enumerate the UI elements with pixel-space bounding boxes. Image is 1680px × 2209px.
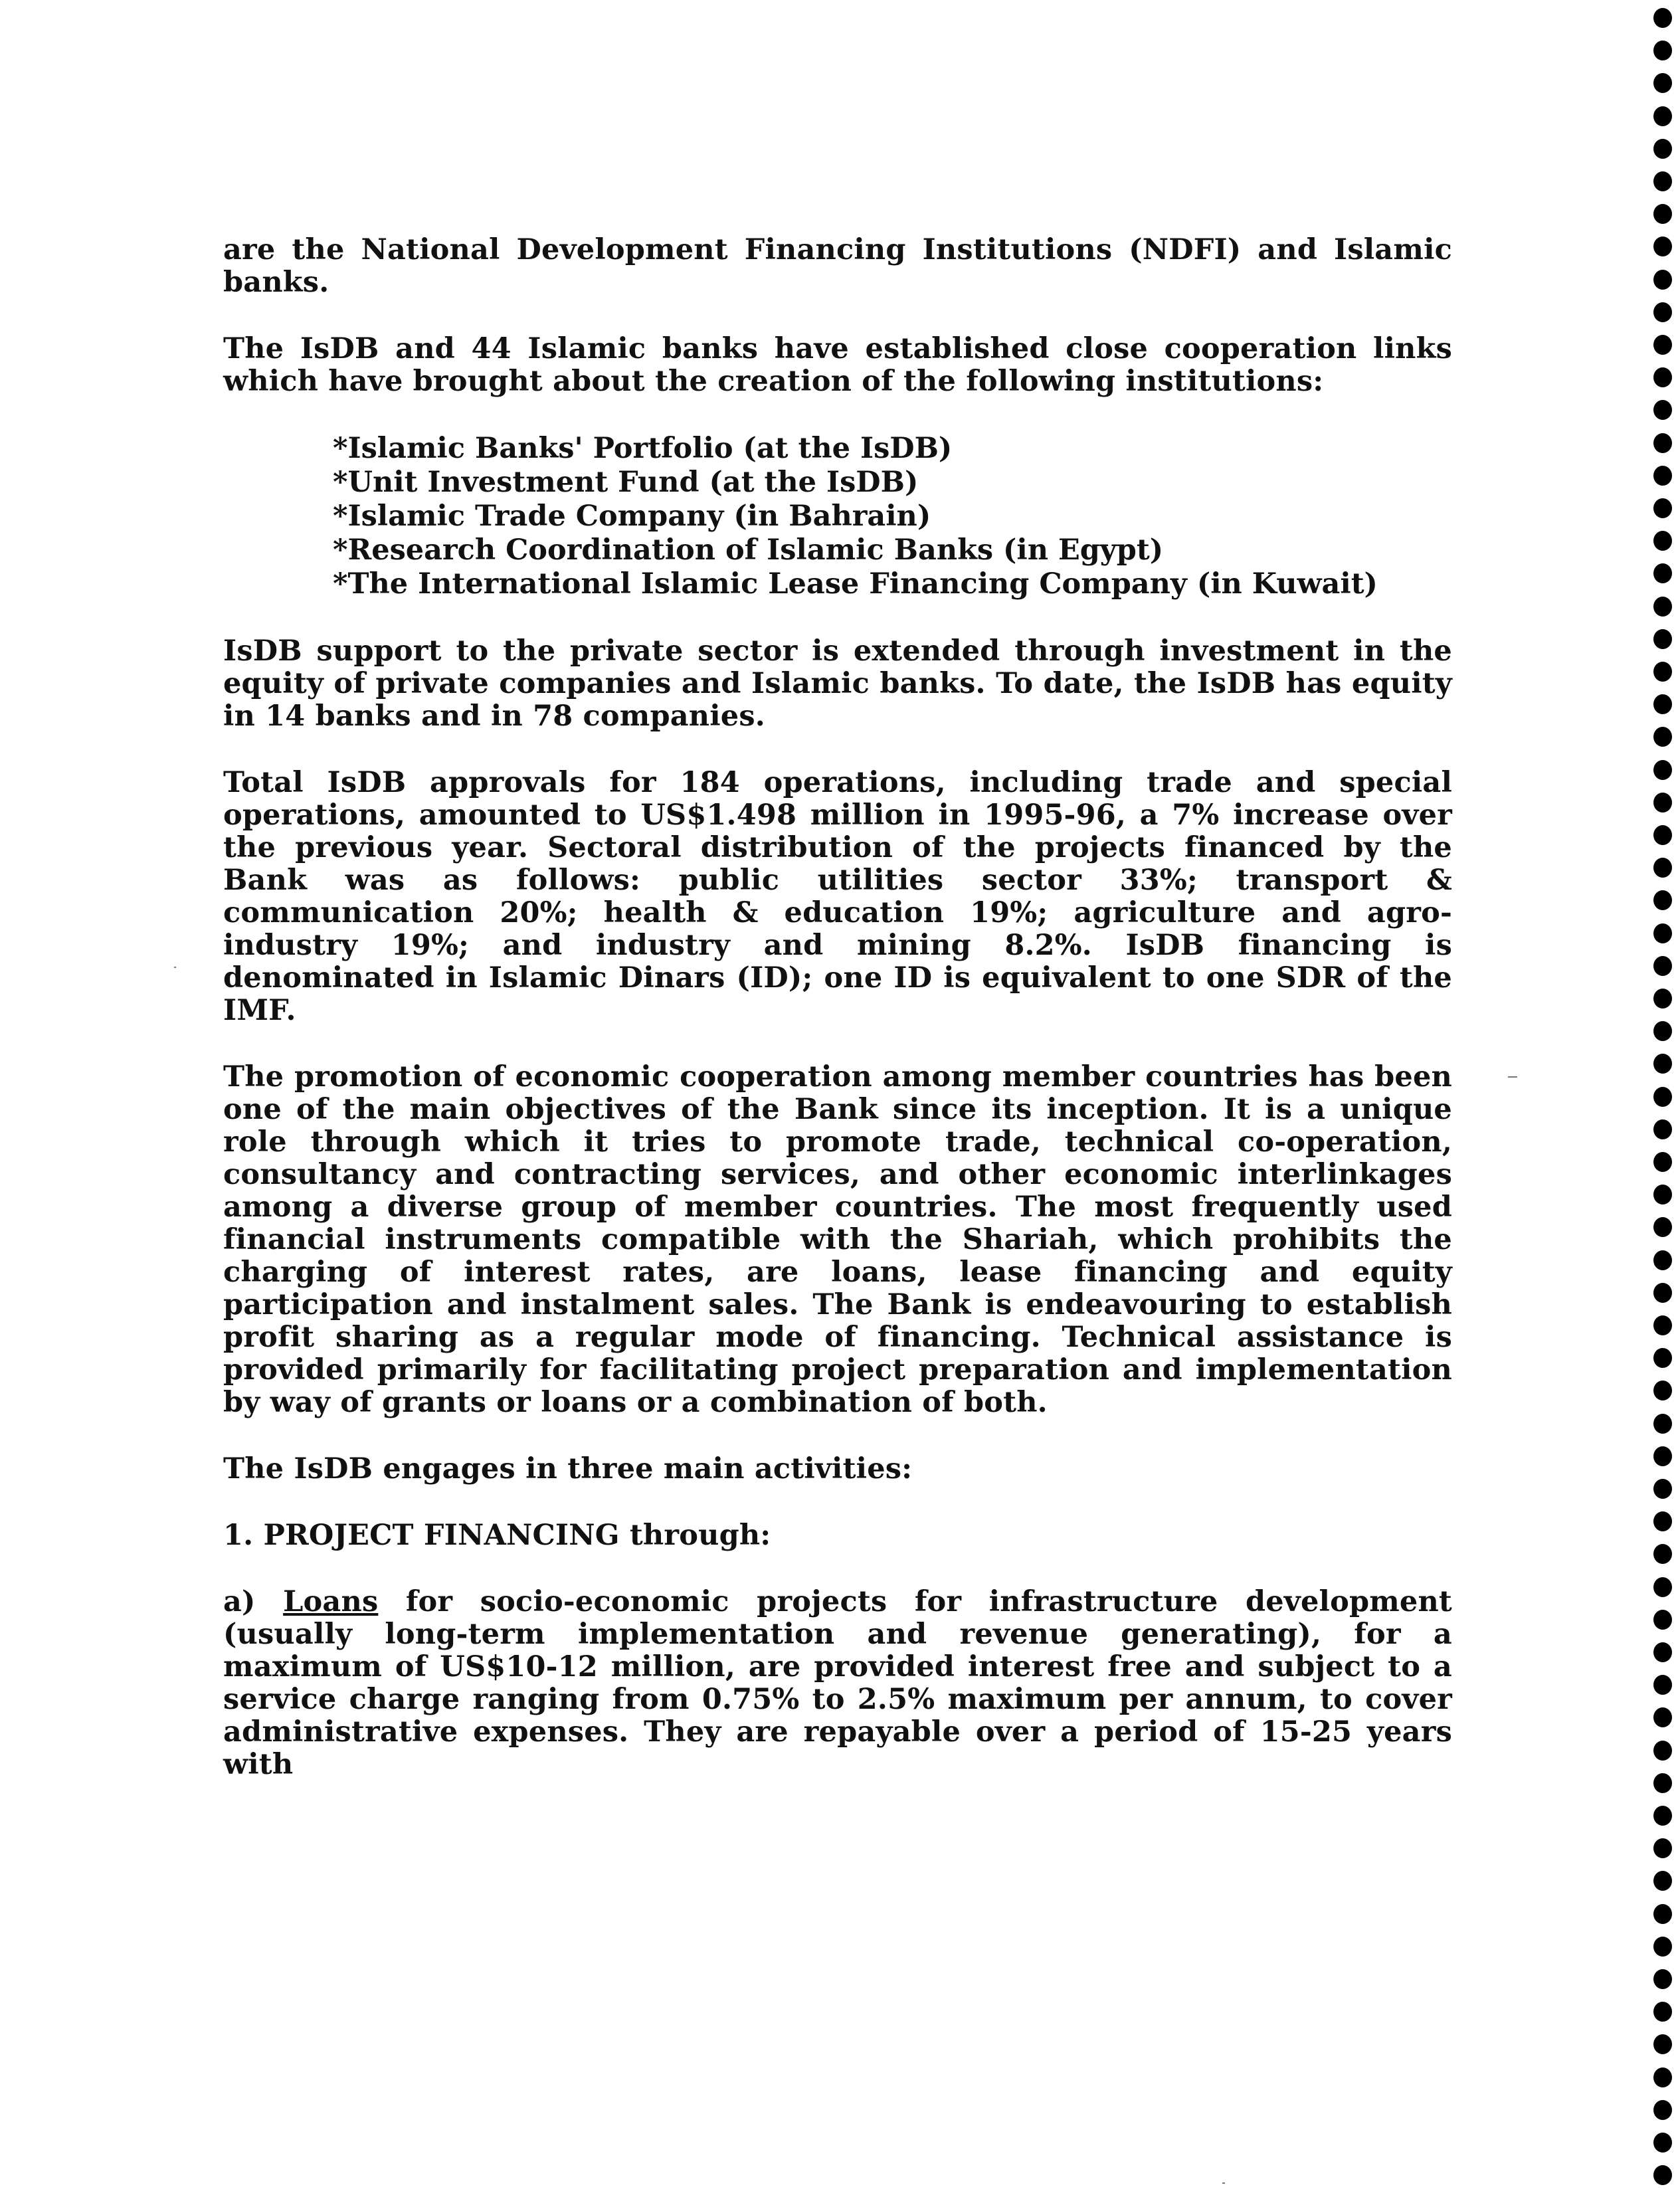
binding-hole [1653,1707,1672,1727]
binding-hole [1653,1414,1672,1434]
binding-hole [1653,1119,1672,1139]
binding-hole [1653,237,1672,256]
binding-hole [1653,498,1672,518]
binding-hole [1653,563,1672,583]
binding-hole [1653,1904,1672,1924]
binding-hole [1653,1675,1672,1695]
binding-hole [1653,1479,1672,1499]
binding-hole [1653,2100,1672,2120]
binding-hole [1653,1217,1672,1237]
list-item: *The International Islamic Lease Financing Company (in Kuwait) [333,567,1378,601]
binding-hole [1653,1871,1672,1891]
binding-hole [1653,597,1672,617]
binding-hole [1653,2165,1672,2185]
binding-hole [1653,466,1672,486]
paragraph-main-activities: The IsDB engages in three main activities: [223,1452,913,1486]
binding-hole [1653,270,1672,290]
binding-hole [1653,302,1672,322]
loans-text: for socio-economic projects for infrastructure development (usually long-term implementation and revenue generating), for a maximum of US$10-12 million, are provided interest free and subject to a service charge ranging from 0.75% to 2.5% maximum per annum, to cover administrative expenses. They are repayable over a period of 15-25 years with [223,1585,1452,1781]
binding-hole [1653,825,1672,845]
binding-hole [1653,1806,1672,1826]
paragraph-economic-cooperation: The promotion of economic cooperation among member countries has been one of the main objectives of the Bank since its inception. It is a unique role through which it tries to promote trade, technical co-operation, consultancy and contracting services, and other economic interlinkages among a diverse group of member countries. The most frequently used financial instruments compatible with the Shariah, which prohibits the charging of interest rates, are loans, lease financing and equity participation and instalment sales. The Bank is endeavouring to establish profit sharing as a regular mode of financing. Technical assistance is provided primarily for facilitating project preparation and implementation by way of grants or loans or a combination of both. [223,1060,1452,1419]
binding-hole [1653,1838,1672,1858]
binding-hole [1653,1152,1672,1172]
binding-hole [1653,1185,1672,1204]
binding-hole [1653,890,1672,910]
binding-hole [1653,1969,1672,1989]
binding-holes [1653,0,1677,2209]
loans-term: Loans [283,1585,379,1618]
binding-hole [1653,694,1672,714]
binding-hole [1653,858,1672,878]
binding-hole [1653,923,1672,943]
binding-hole [1653,2034,1672,2054]
binding-hole [1653,41,1672,60]
binding-hole [1653,8,1672,28]
list-item: *Islamic Banks' Portfolio (at the IsDB) [333,432,953,465]
binding-hole [1653,1773,1672,1793]
paragraph-loans [223,1586,1452,1781]
binding-hole [1653,531,1672,551]
binding-hole [1653,139,1672,159]
binding-hole [1653,171,1672,191]
binding-hole [1653,106,1672,126]
loans-prefix: a) [223,1585,284,1618]
binding-hole [1653,2067,1672,2087]
binding-hole [1653,1381,1672,1400]
binding-hole [1653,2133,1672,2153]
list-item: *Unit Investment Fund (at the IsDB) [333,466,919,499]
binding-hole [1653,1283,1672,1303]
binding-hole [1653,1741,1672,1761]
list-item: *Research Coordination of Islamic Banks (in Egypt) [333,533,1164,567]
binding-hole [1653,662,1672,682]
binding-hole [1653,204,1672,224]
binding-hole [1653,1642,1672,1662]
paragraph-private-sector: IsDB support to the private sector is extended through investment in the equity of private companies and Islamic banks. To date, the IsDB has equity in 14 banks and in 78 companies. [223,634,1452,733]
binding-hole [1653,1054,1672,1074]
binding-hole [1653,1577,1672,1597]
binding-hole [1653,956,1672,976]
institutions-list [223,432,1455,601]
binding-hole [1653,1610,1672,1630]
scan-speck [1508,1076,1517,1078]
paragraph-cooperation: The IsDB and 44 Islamic banks have established close cooperation links which have brought about the creation of the following institutions: [223,332,1452,398]
binding-hole [1653,367,1672,387]
section-heading-project-financing: 1. PROJECT FINANCING through: [223,1519,771,1552]
paragraph-approvals: Total IsDB approvals for 184 operations, including trade and special operations, amounted to US$1.498 million in 1995-96, a 7% increase over the previous year. Sectoral distribution of the projects financed by the Bank was as follows: public utilities sector 33%; transport & communication 20%; health & education 19%; agriculture and agro-industry 19%; and industry and mining 8.2%. IsDB financing is denominated in Islamic Dinars (ID); one ID is equivalent to one SDR of the IMF. [223,766,1452,1027]
binding-hole [1653,1021,1672,1041]
binding-hole [1653,335,1672,355]
binding-hole [1653,1250,1672,1270]
binding-hole [1653,1544,1672,1564]
binding-hole [1653,433,1672,453]
binding-hole [1653,1348,1672,1368]
binding-hole [1653,73,1672,93]
binding-hole [1653,989,1672,1008]
binding-hole [1653,793,1672,813]
binding-hole [1653,400,1672,420]
binding-hole [1653,1446,1672,1466]
binding-hole [1653,1087,1672,1107]
binding-hole [1653,1511,1672,1531]
binding-hole [1653,727,1672,747]
scan-speck [1222,2182,1225,2184]
binding-hole [1653,1937,1672,1957]
document-page [223,234,1452,1815]
binding-hole [1653,1315,1672,1335]
binding-hole [1653,2002,1672,2022]
list-item: *Islamic Trade Company (in Bahrain) [333,500,931,533]
scan-speck [174,967,176,968]
binding-hole [1653,760,1672,780]
binding-hole [1653,629,1672,649]
paragraph-ndfi: are the National Development Financing Institutions (NDFI) and Islamic banks. [223,233,1452,299]
